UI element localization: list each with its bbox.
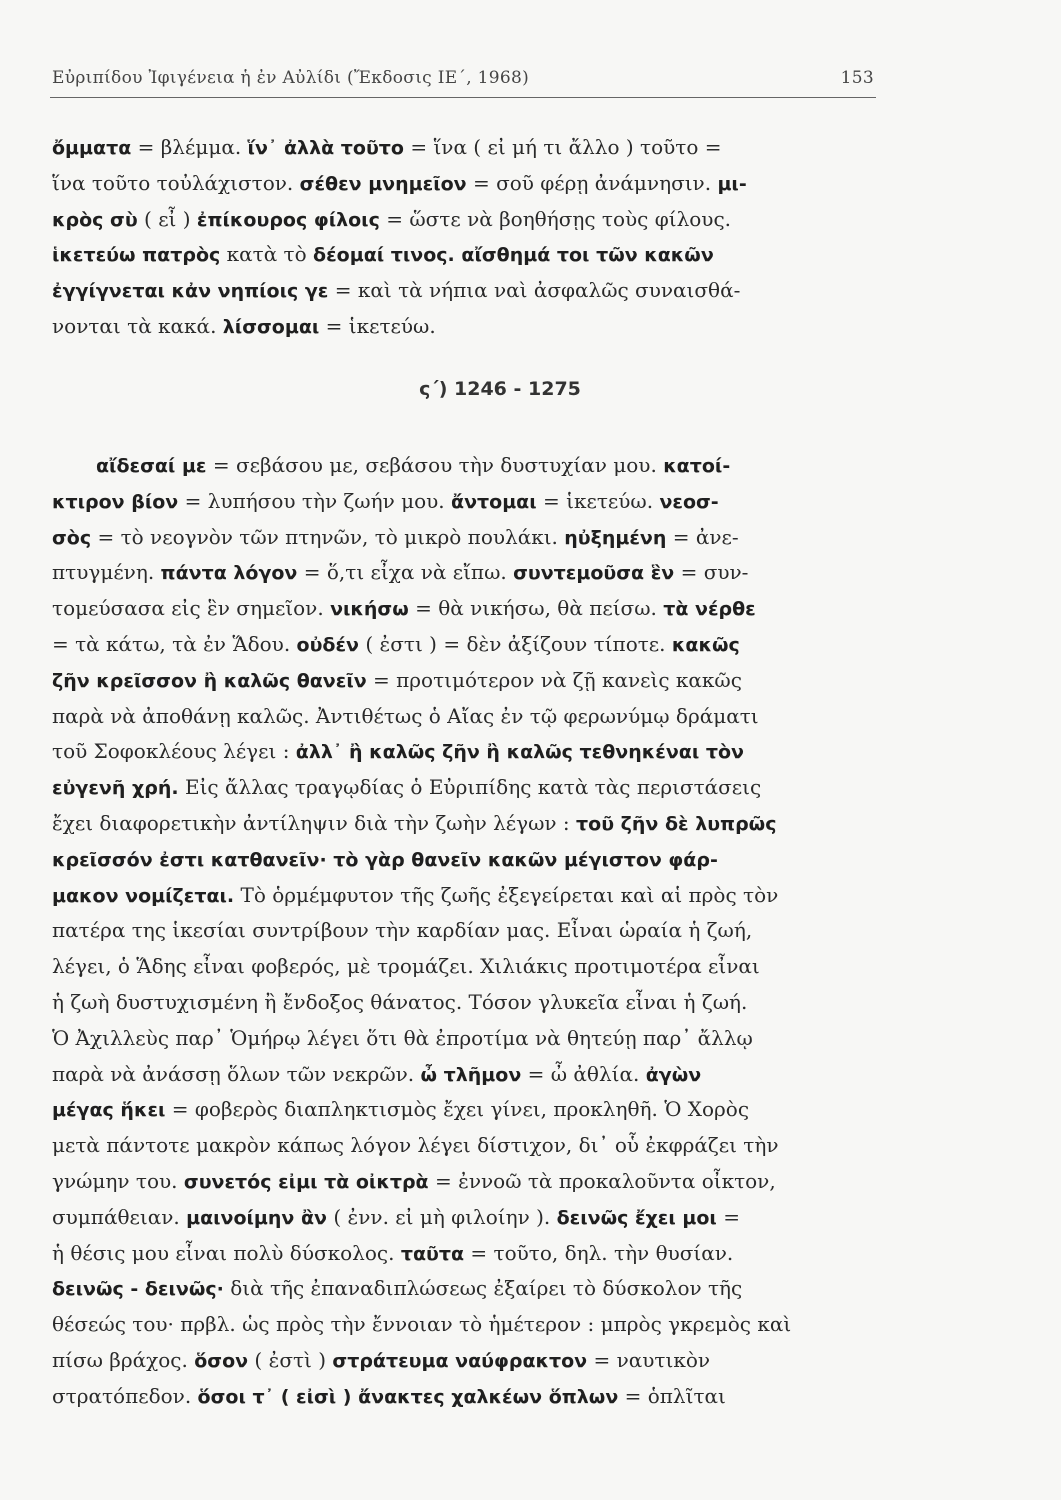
text-line <box>52 1057 874 1093</box>
lemma-term: κατοί- <box>663 455 731 477</box>
lemma-term: μαινοίμην ἂν <box>186 1206 327 1229</box>
text-line <box>52 878 874 914</box>
gloss-text: παρὰ νὰ ἀποθάνῃ καλῶς. Ἀντιθέτως ὁ Αἴας ἐν τῷ φερωνύμῳ δράματι <box>52 703 759 728</box>
gloss-text: = καὶ τὰ νήπια ναὶ ἀσφαλῶς συναισθά- <box>328 278 741 303</box>
gloss-text: = ναυτικὸν <box>587 1347 711 1372</box>
gloss-text: = θὰ νικήσω, θὰ πείσω. <box>408 596 664 621</box>
gloss-text: τοῦ Σοφοκλέους λέγει : <box>52 739 296 764</box>
gloss-text: πατέρα της ἱκεσίαι συντρίβουν τὴν καρδίαν μας. Εἶναι ὡραία ἡ ζωή, <box>52 918 753 943</box>
text-line <box>52 1128 874 1164</box>
lemma-term: συνετός εἰμι τὰ οἰκτρὰ <box>183 1170 429 1193</box>
text-line <box>52 237 874 273</box>
lemma-term: νεοσ- <box>659 490 719 513</box>
text-line <box>52 1271 874 1307</box>
text-line <box>52 949 874 985</box>
text-line <box>52 1343 874 1379</box>
text-line <box>52 985 874 1021</box>
section-heading: ς΄) 1246 - 1275 <box>419 378 581 400</box>
lemma-term: οὐδέν <box>296 633 359 656</box>
lemma-term: ἀγὼν <box>645 1063 702 1086</box>
lemma-term: ἐπίκουρος φίλοις <box>196 208 380 231</box>
text-line <box>52 166 874 202</box>
lemma-term: μι- <box>717 172 747 195</box>
gloss-text: ἵνα τοῦτο τοὐλάχιστον. <box>52 170 300 195</box>
lemma-term: σὸς <box>52 526 92 549</box>
lemma-term: τοῦ ζῆν δὲ λυπρῶς <box>576 812 777 835</box>
lemma-term: ὦ τλῆμον <box>420 1063 522 1086</box>
text-line <box>52 130 874 166</box>
gloss-text: = ἱκετεύω. <box>319 313 436 338</box>
gloss-text: νονται τὰ κακά. <box>52 313 223 338</box>
text-line <box>52 1379 874 1415</box>
gloss-text: = φοβερὸς διαπληκτισμὸς ἔχει γίνει, προκληθῆ. Ὁ Χορὸς <box>165 1097 750 1122</box>
gloss-text: = τὸ νεογνὸν τῶν πτηνῶν, τὸ μικρὸ πουλάκι. <box>91 524 565 549</box>
lemma-term: δέομαί τινος. αἴσθημά τοι τῶν κακῶν <box>313 244 714 267</box>
gloss-text: παρὰ νὰ ἀνάσσῃ ὅλων τῶν νεκρῶν. <box>52 1061 421 1086</box>
gloss-text: = προτιμότερον νὰ ζῇ κανεὶς κακῶς <box>366 667 742 692</box>
text-line <box>52 770 874 806</box>
lemma-term: δεινῶς ἔχει μοι <box>556 1206 717 1229</box>
gloss-text: = ἀνε- <box>666 524 739 549</box>
text-line <box>52 734 874 770</box>
lemma-term: ταῦτα <box>400 1242 465 1265</box>
gloss-text: = τοῦτο, δηλ. τὴν θυσίαν. <box>464 1240 734 1265</box>
lemma-term: νικήσω <box>330 598 409 621</box>
gloss-text: = σεβάσου με, σεβάσου τὴν δυστυχίαν μου. <box>206 453 664 477</box>
gloss-text: = ἵνα ( εἰ μή τι ἄλλο ) τοῦτο = <box>403 135 722 159</box>
gloss-text: = ὥστε νὰ βοηθήσῃς τοὺς φίλους. <box>379 206 732 231</box>
lemma-term: λίσσομαι <box>222 315 320 338</box>
text-line <box>52 591 874 627</box>
lemma-term: ὄμματα <box>52 137 132 159</box>
glossary-paragraph-1 <box>52 130 874 345</box>
text-line <box>52 555 874 591</box>
gloss-text: = συν- <box>674 560 749 585</box>
gloss-text: = τὰ κάτω, τὰ ἐν Ἅδου. <box>52 631 297 656</box>
text-line <box>52 202 874 238</box>
gloss-text: κατὰ τὸ <box>220 242 314 267</box>
gloss-text: λέγει, ὁ Ἅδης εἶναι φοβερός, μὲ τρομάζει. Χιλιάκις προτιμοτέρα εἶναι <box>52 954 760 979</box>
text-line <box>52 1200 874 1236</box>
lemma-term: πάντα λόγον <box>160 562 298 585</box>
running-title: Εὐριπίδου Ἰφιγένεια ἡ ἐν Αὐλίδι (Ἔκδοσις ΙΕ΄, 1968) <box>52 68 530 88</box>
gloss-text: = λυπήσου τὴν ζωήν μου. <box>178 488 452 513</box>
text-line <box>52 484 874 520</box>
lemma-term: συντεμοῦσα ἓν <box>513 562 675 585</box>
text-line <box>52 520 874 556</box>
gloss-text: Ὁ Ἀχιλλεὺς παρ᾽ Ὁμήρῳ λέγει ὅτι θὰ ἐπροτίμα νὰ θητεύῃ παρ᾽ ἄλλῳ <box>52 1025 753 1050</box>
gloss-text: = ἱκετεύω. <box>536 488 660 513</box>
lemma-term: δεινῶς - δεινῶς· <box>52 1278 224 1301</box>
gloss-text: = βλέμμα. <box>131 135 248 159</box>
gloss-text: = ὁπλῖται <box>618 1383 726 1408</box>
gloss-text: Τὸ ὁρμέμφυτον τῆς ζωῆς ἐξεγείρεται καὶ αἱ πρὸς τὸν <box>234 882 779 907</box>
gloss-text: = σοῦ φέρῃ ἀνάμνησιν. <box>466 170 718 195</box>
gloss-text: μετὰ πάντοτε μακρὸν κάπως λόγον λέγει δίστιχον, δι᾽ οὗ ἐκφράζει τὴν <box>52 1133 779 1158</box>
running-header <box>52 68 874 88</box>
gloss-text: = ὦ ἀθλία. <box>521 1061 646 1086</box>
lemma-term: ἐγγίγνεται κἀν νηπίοις γε <box>52 280 329 303</box>
lemma-term: κακῶς <box>671 633 740 656</box>
gloss-text: = ἐννοῶ τὰ προκαλοῦντα οἶκτον, <box>428 1168 776 1193</box>
lemma-term: κρὸς σὺ <box>52 208 138 231</box>
lemma-term: κρεῖσσόν ἐστι κατθανεῖν· τὸ γὰρ θανεῖν κακῶν μέγιστον φάρ- <box>52 848 718 871</box>
gloss-text: συμπάθειαν. <box>52 1204 187 1229</box>
text-line <box>52 1236 874 1272</box>
lemma-term: ὅσοι τ᾽ ( εἰσὶ ) ἄνακτες χαλκέων ὅπλων <box>197 1385 619 1408</box>
lemma-term: ζῆν κρεῖσσον ἢ καλῶς θανεῖν <box>52 669 367 692</box>
text-line <box>52 1021 874 1057</box>
text-line <box>52 627 874 663</box>
header-rule <box>50 97 876 98</box>
gloss-text: = <box>716 1204 740 1229</box>
text-line <box>52 273 874 309</box>
lemma-term: τὰ νέρθε <box>663 598 756 621</box>
text-line <box>52 699 874 735</box>
lemma-term: ἄντομαι <box>451 490 537 513</box>
glossary-paragraph-2 <box>52 448 874 1415</box>
text-line <box>52 663 874 699</box>
gloss-text: πτυγμένη. <box>52 560 161 585</box>
lemma-term: ὅσον <box>194 1349 249 1372</box>
text-line <box>52 1307 874 1343</box>
gloss-text: τομεύσασα εἰς ἓν σημεῖον. <box>52 596 331 621</box>
gloss-text: ( ἐνν. εἰ μὴ φιλοίην ). <box>327 1204 557 1229</box>
gloss-text: = ὅ,τι εἶχα νὰ εἴπω. <box>297 560 514 585</box>
text-line <box>52 842 874 878</box>
lemma-term: κτιρον βίον <box>52 490 179 513</box>
gloss-text: πίσω βράχος. <box>52 1347 195 1372</box>
text-line <box>52 913 874 949</box>
lemma-term: στράτευμα ναύφρακτον <box>332 1349 588 1372</box>
lemma-term: ηὐξημένη <box>564 526 667 549</box>
lemma-term: αἴδεσαί με <box>96 455 207 477</box>
text-line <box>52 448 874 484</box>
lemma-term: ἀλλ᾽ ἢ καλῶς ζῆν ἢ καλῶς τεθνηκέναι τὸν <box>295 741 744 764</box>
gloss-text: ( εἶ ) <box>137 206 197 231</box>
text-line <box>52 1164 874 1200</box>
lemma-term: εὐγενῆ χρή. <box>52 777 179 800</box>
gloss-text: διὰ τῆς ἐπαναδιπλώσεως ἐξαίρει τὸ δύσκολον τῆς <box>223 1276 743 1301</box>
text-line <box>52 1092 874 1128</box>
gloss-text: ἡ ζωὴ δυστυχισμένη ἢ ἔνδοξος θάνατος. Τόσον γλυκεῖα εἶναι ἡ ζωή. <box>52 989 748 1014</box>
lemma-term: ἵν᾽ ἀλλὰ τοῦτο <box>247 137 404 159</box>
gloss-text: Εἰς ἄλλας τραγῳδίας ὁ Εὐριπίδης κατὰ τὰς περιστάσεις <box>178 775 762 800</box>
lemma-term: ἱκετεύω πατρὸς <box>52 244 221 267</box>
gloss-text: ( ἐστὶ ) <box>248 1347 333 1372</box>
text-line <box>52 309 874 345</box>
gloss-text: γνώμην του. <box>52 1168 184 1193</box>
lemma-term: σέθεν μνημεῖον <box>299 172 467 195</box>
gloss-text: θέσεώς του· πρβλ. ὡς πρὸς τὴν ἔννοιαν τὸ ἡμέτερον : μπρὸς γκρεμὸς καὶ <box>52 1312 792 1337</box>
page-number: 153 <box>840 68 874 88</box>
gloss-text: ἔχει διαφορετικὴν ἀντίληψιν διὰ τὴν ζωὴν λέγων : <box>52 810 577 835</box>
lemma-term: μέγας ἥκει <box>52 1099 166 1122</box>
gloss-text: ἡ θέσις μου εἶναι πολὺ δύσκολος. <box>52 1240 401 1265</box>
text-line <box>52 806 874 842</box>
lemma-term: μακον νομίζεται. <box>52 884 235 907</box>
gloss-text: στρατόπεδον. <box>52 1383 198 1408</box>
gloss-text: ( ἐστι ) = δὲν ἀξίζουν τίποτε. <box>359 631 672 656</box>
